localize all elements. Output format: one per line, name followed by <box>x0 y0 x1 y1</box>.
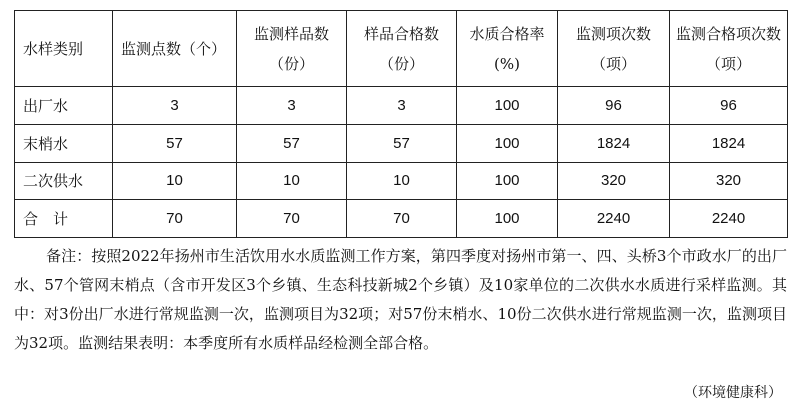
table-row <box>15 124 788 162</box>
table-cell: 70 <box>113 200 237 238</box>
table-cell: 10 <box>237 162 347 200</box>
source-attribution: （环境健康科） <box>684 385 782 401</box>
table-cell: 57 <box>237 124 347 162</box>
note-paragraph <box>14 242 787 358</box>
water-quality-table <box>14 10 788 238</box>
table-cell: 96 <box>558 87 670 125</box>
row-label: 出厂水 <box>15 87 113 125</box>
header-qualified-count: 样品合格数 （份） <box>347 11 457 87</box>
table-row-total <box>15 200 788 238</box>
table-cell: 320 <box>558 162 670 200</box>
row-label: 二次供水 <box>15 162 113 200</box>
table-cell: 10 <box>347 162 457 200</box>
table-cell: 70 <box>347 200 457 238</box>
table-cell: 2240 <box>558 200 670 238</box>
table-cell: 96 <box>670 87 788 125</box>
header-qualified-items: 监测合格项次数 （项） <box>670 11 788 87</box>
table-cell: 3 <box>347 87 457 125</box>
header-sample-type: 水样类别 <box>15 11 113 87</box>
table-header-row <box>15 11 788 87</box>
table-cell: 57 <box>113 124 237 162</box>
table-cell: 2240 <box>670 200 788 238</box>
table-cell: 320 <box>670 162 788 200</box>
header-item-count: 监测项次数 （项） <box>558 11 670 87</box>
table-cell: 1824 <box>670 124 788 162</box>
header-pass-rate: 水质合格率 (%) <box>457 11 558 87</box>
header-sample-count: 监测样品数 （份） <box>237 11 347 87</box>
table-cell: 100 <box>457 200 558 238</box>
table-cell: 1824 <box>558 124 670 162</box>
header-monitoring-points: 监测点数（个） <box>113 11 237 87</box>
table-cell: 100 <box>457 124 558 162</box>
note-text: 备注：按照2022年扬州市生活饮用水水质监测工作方案，第四季度对扬州市第一、四、头桥3个市政水厂的出厂水、57个管网末梢点（含市开发区3个乡镇、生态科技新城2个乡镇）及10家单位的二次供水水质进行采样监测。其中：对3份出厂水进行常规监测一次，监测项目为32项；对57份末梢水、10份二次供水进行常规监测一次，监测项目为32项。监测结果表明：本季度所有水质样品经检测全部合格。 <box>14 247 787 352</box>
row-label: 末梢水 <box>15 124 113 162</box>
table-cell: 10 <box>113 162 237 200</box>
table-cell: 57 <box>347 124 457 162</box>
row-label: 合 计 <box>15 200 113 238</box>
table-cell: 3 <box>237 87 347 125</box>
table-cell: 70 <box>237 200 347 238</box>
table-cell: 3 <box>113 87 237 125</box>
table-cell: 100 <box>457 87 558 125</box>
table-cell: 100 <box>457 162 558 200</box>
table-row <box>15 162 788 200</box>
table-row <box>15 87 788 125</box>
